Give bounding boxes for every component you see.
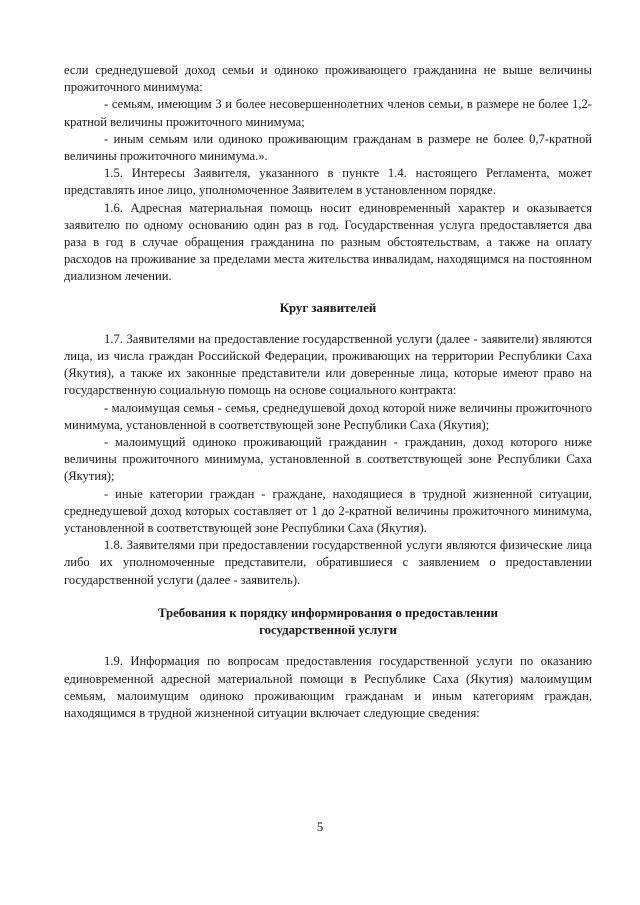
paragraph-low-income-single: - малоимущий одиноко проживающий гражданин - гражданин, доход которого ниже величины прожиточного минимума, установленной в соответствующей зоне Республики Саха (Якутия); — [64, 435, 592, 484]
paragraph-low-income-family: - малоимущая семья - семья, среднедушевой доход которой ниже величины прожиточного минимума, установленной в соответствующей зоне Республики Саха (Якутия); — [64, 400, 592, 432]
heading-requirements-line-1: Требования к порядку информирования о предоставлении — [157, 605, 499, 620]
paragraph-large-families: - семьям, имеющим 3 и более несовершеннолетних членов семьи, в размере не более 1,2-кратной величины прожиточного минимума; — [64, 97, 592, 129]
heading-applicants: Круг заявителей — [279, 300, 377, 315]
paragraph-1-7: 1.7. Заявителями на предоставление государственной услуги (далее - заявители) являются лица, из числа граждан Российской Федерации, проживающих на территории Республики Саха (Якутия), а также их законные представители или доверенные лица, которые имеют право на государственную социальную помощь на основе социального контракта: — [64, 331, 592, 398]
paragraph-1-9: 1.9. Информация по вопросам предоставления государственной услуги по оказанию единовременной адресной материальной помощи в Республике Саха (Якутия) малоимущим семьям, малоимущим одиноко проживающим гражданам и иным категориям граждан, находящимся в трудной жизненной ситуации включает следующие сведения: — [64, 654, 592, 720]
page-number: 5 — [316, 820, 324, 834]
paragraph-1-8: 1.8. Заявителями при предоставлении государственной услуги являются физические лица либо их уполномоченные представители, обратившиеся с заявлением о предоставлении государственной услуги (далее - заявитель). — [64, 538, 592, 587]
paragraph-1-6: 1.6. Адресная материальная помощь носит единовременный характер и оказывается заявителю по одному основанию один раз в год. Государственная услуга предоставляется два раза в год в случае обращения гражданина по разным обстоятельствам, а также на оплату расходов на проживание за пределами места жительства инвалидам, находящимся на постоянном диализном лечении. — [64, 200, 592, 284]
paragraph-other-categories: - иные категории граждан - граждане, находящиеся в трудной жизненной ситуации, среднедушевой доход которых составляет от 1 до 2-кратной величины прожиточного минимума, установленной в соответствующей зоне Республики Саха (Якутия). — [64, 486, 592, 536]
heading-requirements-line-2: государственной услуги — [259, 623, 397, 638]
paragraph-1-5: 1.5. Интересы Заявителя, указанного в пункте 1.4. настоящего Регламента, может представлять иное лицо, уполномоченное Заявителем в установленном порядке. — [64, 166, 592, 198]
paragraph-other-families: - иным семьям или одиноко проживающим гражданам в размере не более 0,7-кратной величины прожиточного минимума.». — [64, 131, 592, 164]
document-page — [64, 62, 592, 722]
paragraph-continuation: если среднедушевой доход семьи и одиноко проживающего гражданина не выше величины прожиточного минимума: — [64, 63, 592, 95]
